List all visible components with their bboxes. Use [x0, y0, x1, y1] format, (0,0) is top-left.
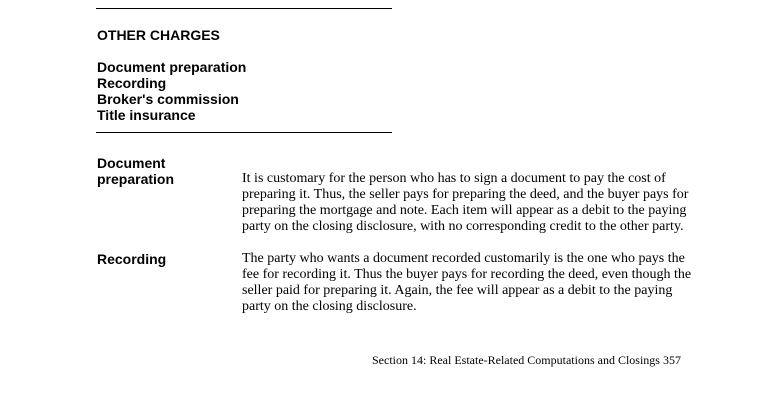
- description-line: party on the closing disclosure, with no corresponding credit to the other party.: [242, 219, 684, 234]
- description-line: The party who wants a document recorded customarily is the one who pays the: [242, 251, 685, 266]
- topic-item: Recording: [97, 75, 167, 91]
- topic-item: Title insurance: [97, 107, 196, 123]
- topic-list: [97, 59, 246, 123]
- description-line: fee for recording it. Thus the buyer pays for recording the deed, even though the: [242, 267, 692, 282]
- topic-item: Broker's commission: [97, 91, 239, 107]
- term-line: preparation: [97, 171, 175, 187]
- term-line: Document: [97, 155, 166, 171]
- description-line: It is customary for the person who has to sign a document to pay the cost of: [242, 171, 666, 186]
- description-recording: [242, 251, 712, 315]
- description-line: preparing it. Thus, the seller pays for preparing the deed, and the buyer pays for: [242, 187, 689, 202]
- term-line: Recording: [97, 251, 167, 267]
- term-recording: [97, 251, 227, 267]
- term-document-preparation: [97, 155, 227, 187]
- bottom-rule: [96, 132, 392, 133]
- description-line: party on the closing disclosure.: [242, 299, 417, 314]
- description-document-preparation: [242, 171, 712, 235]
- description-line: preparing the mortgage and note. Each item will appear as a debit to the paying: [242, 203, 687, 218]
- section-heading: OTHER CHARGES: [97, 27, 220, 43]
- topic-item: Document preparation: [97, 59, 247, 75]
- page-footer: Section 14: Real Estate-Related Computations and Closings 357: [372, 353, 681, 367]
- top-rule: [96, 8, 392, 9]
- description-line: seller paid for preparing it. Again, the fee will appear as a debit to the paying: [242, 283, 673, 298]
